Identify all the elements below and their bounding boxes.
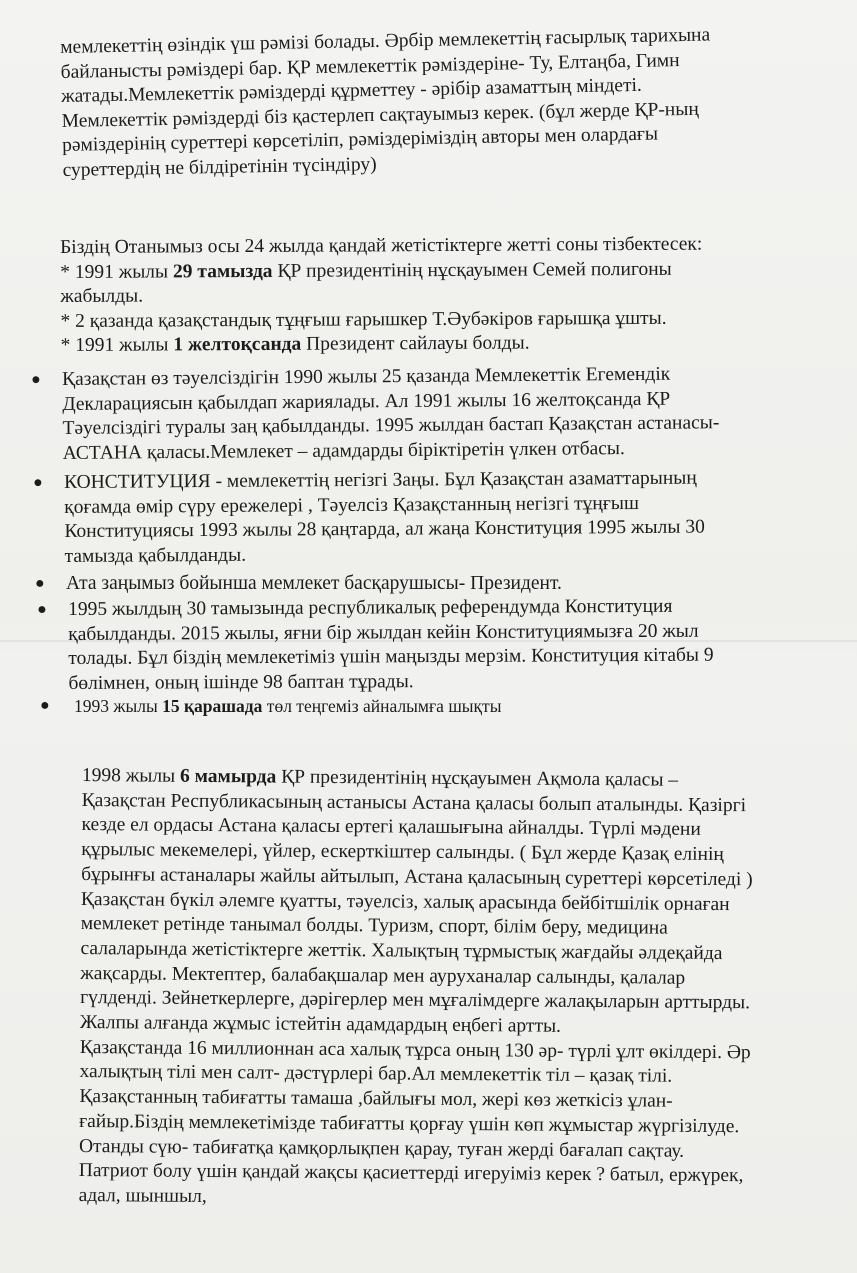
text-line: Қазақстан Республикасының астанысы Астана қаласы болып аталынды. Қазіргі	[81, 789, 747, 816]
bullet-item	[33, 467, 705, 570]
intro-line: Біздің Отанымыз осы 24 жылда қандай жетістіктерге жетті соны тізбектесек:	[60, 233, 703, 258]
text-line: Конституциясы 1993 жылы 28 қаңтарда, ал жаңа Конституция 1995 жылы 30	[64, 516, 705, 543]
text-line: салаларында жетістіктерге жеттік. Халықтың тұрмыстық жағдайы әлдеқайда	[80, 937, 723, 964]
text-line: Отанды сүю- табиғатқа қамқорлықпен қарау, туған жерді бағалап сақтау.	[78, 1135, 685, 1162]
text-line: 1998 жылы 6 мамырда ҚР президентінің нұсқауымен Ақмола қаласы –	[81, 764, 679, 791]
text-line: КОНСТИТУЦИЯ - мемлекеттің негізгі Заңы. Бұл Қазақстан азаматтарының	[64, 467, 697, 493]
text-line: жатады.Мемлекеттік рәміздерді құрметтеу - әрібір азаматтың міндеті.	[60, 75, 642, 108]
capital-paragraph	[79, 764, 754, 1214]
text-line: 1995 жылдың 30 тамызында республикалық референдумда Конституция	[68, 595, 673, 620]
text-line: тамызда қабылданды.	[64, 544, 247, 567]
text-line: Патриот болу үшін қандай жақсы қасиеттерді игеруіміз керек ? батыл, ержүрек,	[78, 1160, 744, 1187]
bullet-item	[31, 362, 720, 466]
text-line: суреттердің не білдіретінін түсіндіру)	[62, 153, 377, 181]
text-line: кезде ел ордасы Астана қаласы ертегі қалашығына айналды. Түрлі мәдени	[81, 814, 701, 841]
text-line: байланысты рәміздері бар. ҚР мемлекеттік рәміздеріне- Ту, Елтаңба, Гимн	[60, 49, 680, 83]
text-line: адал, шыншыл,	[78, 1184, 207, 1207]
text-line: бұрынғы астаналары жайлы айтылып, Астана қаласының суреттері көрсетіледі )	[81, 863, 753, 891]
bullet-icon: ●	[31, 371, 41, 389]
text-line: Қазақстанның табиғатты тамаша ,байлығы мол, жері көз жеткісіз ұлан-	[79, 1086, 673, 1112]
text-line: Қазақстан өз тәуелсіздігін 1990 жылы 25 қазанда Мемлекеттік Егемендік	[62, 363, 671, 390]
text-line: мемлекет ретінде танымал болды. Туризм, спорт, білім беру, медицина	[80, 913, 668, 939]
achievements-intro	[60, 233, 703, 359]
text-line: гүлденді. Зейнеткерлерге, дәрігерлер мен мұғалімдерге жалақыларын арттырды.	[80, 987, 751, 1014]
text-line: қоғамда өмір сүру ережелері , Тәуелсіз Қазақстанның негізгі тұңғыш	[64, 492, 640, 518]
bullet-item	[40, 694, 502, 719]
text-line: жақсарды. Мектептер, балабақшалар мен ауруханалар салынды, қалалар	[80, 962, 686, 989]
text-line: 1993 жылы 15 қарашада төл теңгеміз айналымға шықты	[74, 696, 502, 716]
text-line: Мемлекеттік рәміздерді біз қастерлеп сақтауымыз керек. (бұл жерде ҚР-ның	[61, 98, 700, 132]
text-line: құрылыс мекемелері, үйлер, ескерткіштер салынды. ( Бұл жерде Қазақ елінің	[81, 839, 724, 866]
text-line: АСТАНА қаласы.Мемлекет – адамдарды біріктіретін үлкен отбасы.	[62, 437, 625, 464]
text-line: толады. Бұл біздің мемлекетіміз үшін маңызды мерзім. Конституция кітабы 9	[68, 644, 714, 670]
bullet-icon: ●	[37, 601, 47, 619]
text-line: Декларациясын қабылдап жариялады. Ал 1991 жылы 16 желтоқсанда ҚР	[62, 388, 671, 415]
star-item: * 1991 жылы 1 желтоқсанда Президент сайлауы болды.	[60, 332, 530, 357]
text-line: бөлімнен, оның ішінде 98 баптан тұрады.	[68, 670, 414, 694]
text-line: халықтың тілі мен салт- дәстүрлері бар.Ал мемлекеттік тіл – қазақ тілі.	[79, 1061, 673, 1088]
text-line: қабылданды. 2015 жылы, яғни бір жылдан кейін Конституциямызға 20 жыл	[68, 620, 699, 645]
bullet-icon: ●	[33, 474, 43, 492]
text-line: ғайыр.Біздің мемлекетімізде табиғатты қорғау үшін көп жұмыстар жүргізілуде.	[79, 1110, 740, 1138]
text-line: Жалпы алғанда жұмыс істейтін адамдардың еңбегі артты.	[79, 1012, 562, 1037]
bullet-item	[37, 595, 714, 697]
bullet-icon: ●	[40, 697, 50, 714]
text-line: Қазақстан бүкіл әлемге қуатты, тәуелсіз, халық арасында бейбітшілік орнаған	[80, 888, 730, 915]
star-item: * 1991 жылы 29 тамызда ҚР президентінің нұсқауымен Семей полигоны	[60, 258, 672, 283]
text-line: Тәуелсіздігі туралы заң қабылданды. 1995 жылдан бастап Қазақстан астанасы-	[62, 412, 720, 440]
bullet-item	[35, 572, 562, 597]
text-line: мемлекеттің өзіндік үш рәмізі болады. Әрбір мемлекеттің ғасырлық тарихына	[60, 24, 711, 58]
text-line: Қазақстанда 16 миллионнан аса халық тұрса оның 130 әр- түрлі ұлт өкілдері. Әр	[79, 1036, 751, 1063]
text-line: рәміздерінің суреттері көрсетіліп, рәміздеріміздің авторы мен олардағы	[61, 123, 659, 157]
star-item: * 2 қазанда қазақстандық тұңғыш ғарышкер Т.Әубәкіров ғарышқа ұшты.	[60, 307, 667, 332]
text-line: Ата заңымыз бойынша мемлекет басқарушысы- Президент.	[66, 573, 562, 594]
intro-paragraph	[60, 24, 713, 184]
bullet-icon: ●	[35, 575, 45, 592]
star-item: жабылды.	[60, 285, 144, 308]
